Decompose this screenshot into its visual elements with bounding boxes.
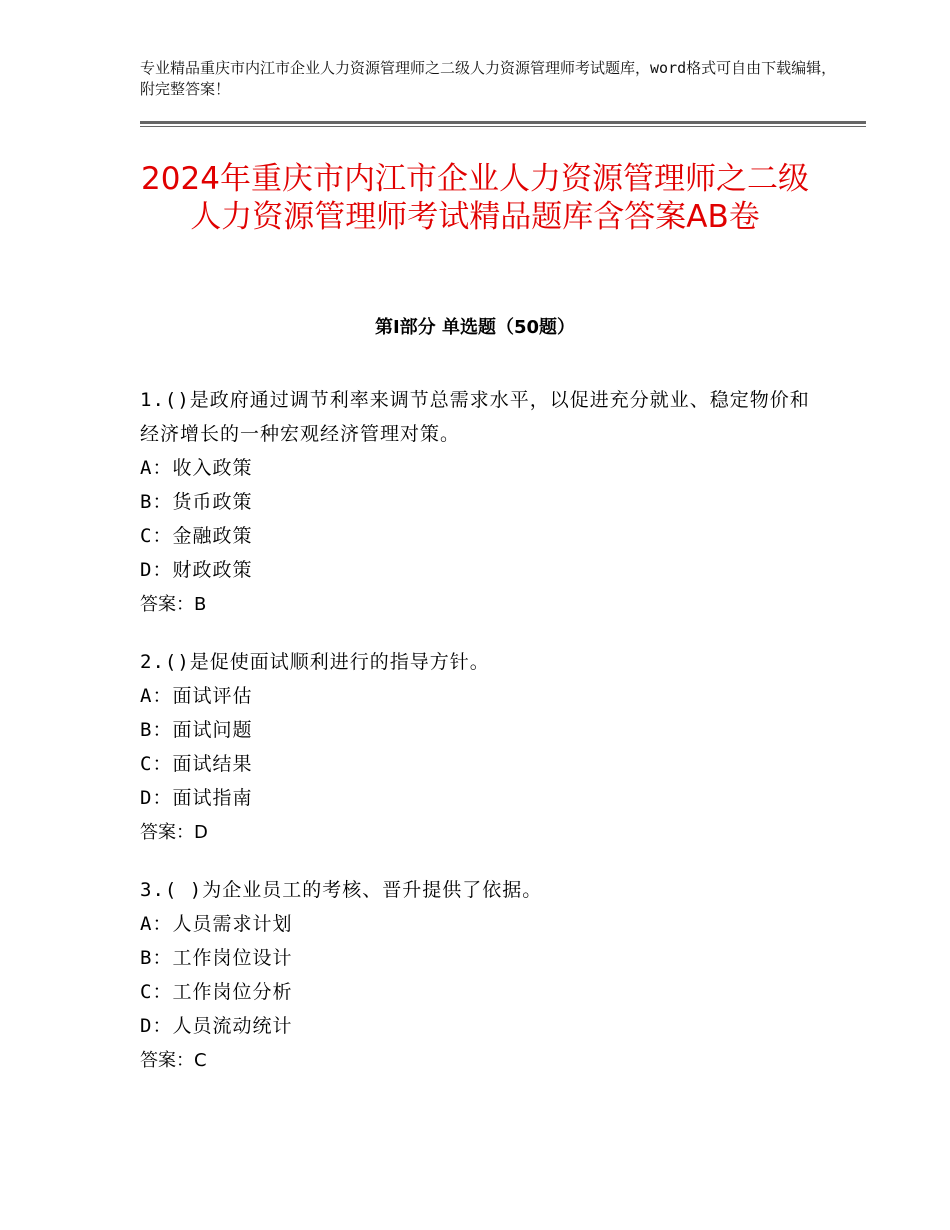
option-a: A：面试评估 [140,685,253,707]
header-divider-thick [140,121,866,124]
question-stem: 2.()是促使面试顺利进行的指导方针。 [140,651,490,673]
section-title: 第Ⅰ部分 单选题（50题） [374,317,575,338]
option-d: D：人员流动统计 [140,1015,293,1037]
answer: 答案：C [140,1050,207,1071]
option-d: D：财政政策 [140,559,253,581]
question-2 [140,645,820,851]
question-stem: 1.()是政府通过调节利率来调节总需求水平，以促进充分就业、稳定物价和经济增长的一种宏观经济管理对策。 [140,389,810,445]
option-c: C：金融政策 [140,525,253,547]
question-list [140,383,820,1101]
option-b: B：工作岗位设计 [140,947,293,969]
header-note: 专业精品重庆市内江市企业人力资源管理师之二级人力资源管理师考试题库，word格式可自由下载编辑，附完整答案！ [140,59,837,98]
option-c: C：工作岗位分析 [140,981,293,1003]
answer: 答案：D [140,822,208,843]
question-stem: 3.( )为企业员工的考核、晋升提供了依据。 [140,879,543,901]
question-3 [140,873,820,1079]
option-a: A：人员需求计划 [140,913,293,935]
option-d: D：面试指南 [140,787,253,809]
document-title: 2024年重庆市内江市企业人力资源管理师之二级人力资源管理师考试精品题库含答案AB卷 [141,161,809,235]
option-b: B：面试问题 [140,719,253,741]
option-a: A：收入政策 [140,457,253,479]
option-b: B：货币政策 [140,491,253,513]
question-1 [140,383,820,623]
option-c: C：面试结果 [140,753,253,775]
header-divider-thin [140,126,866,127]
answer: 答案：B [140,594,207,615]
